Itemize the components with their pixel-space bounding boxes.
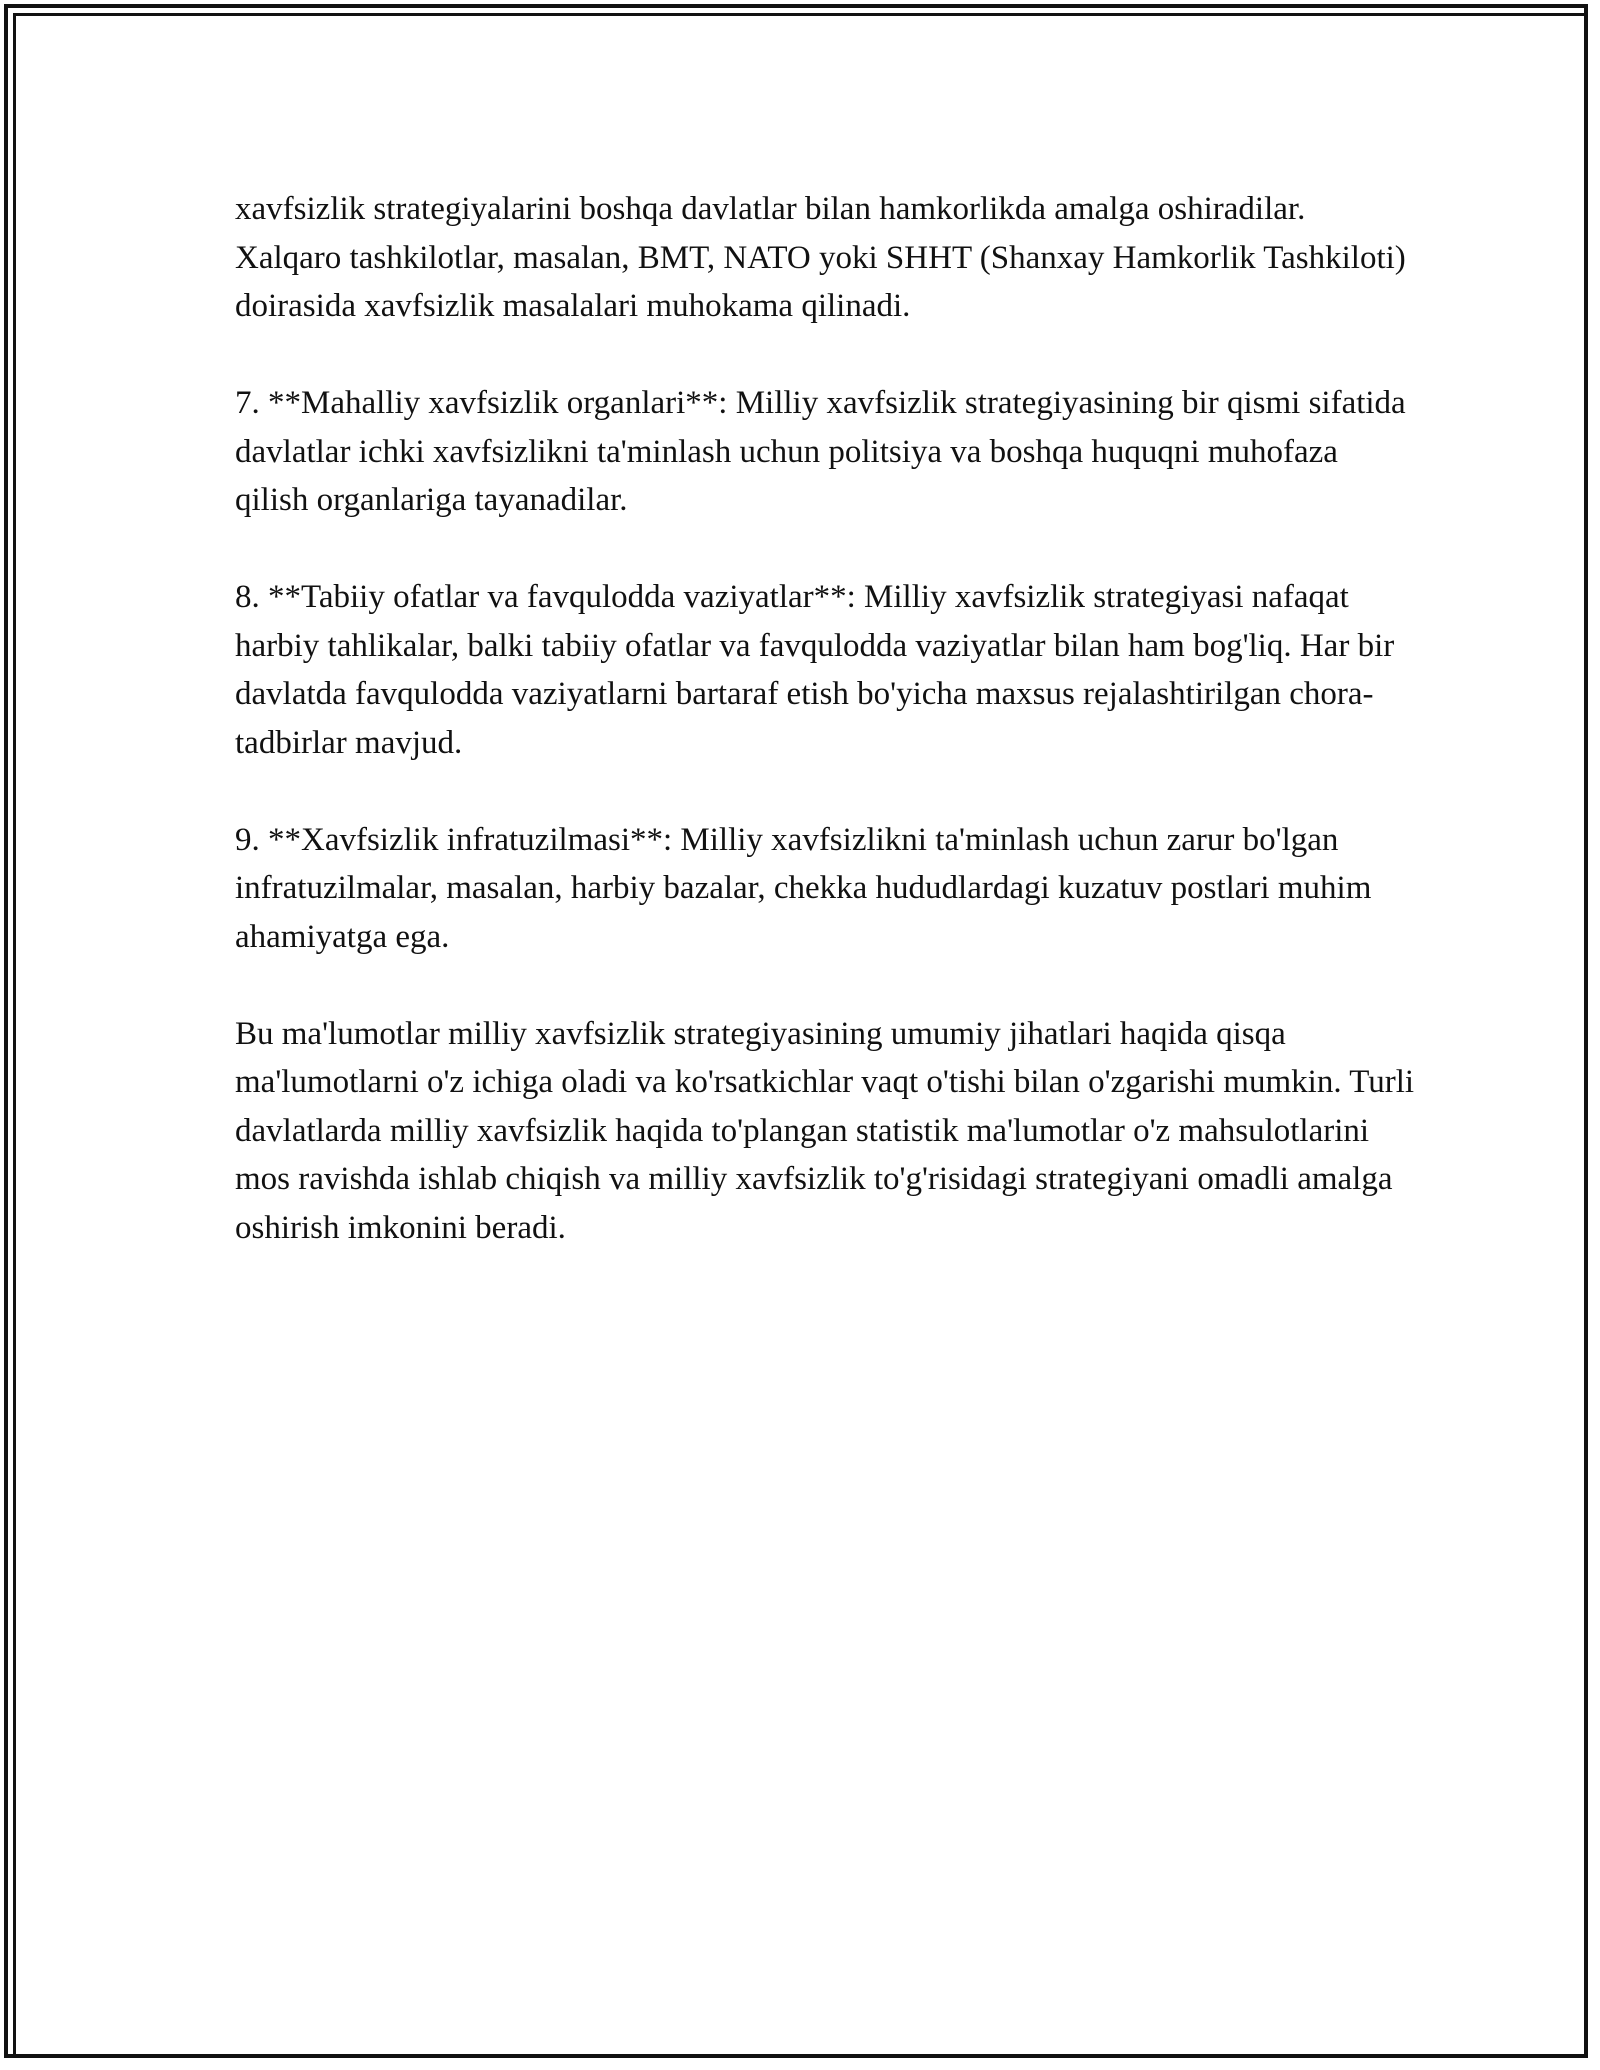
paragraph-item-7: 7. **Mahalliy xavfsizlik organlari**: Milliy xavfsizlik strategiyasining bir qismi sifatida davlatlar ichki xavfsizlikni ta'minlash uchun politsiya va boshqa huquqni muhofaza qilish organlariga tayanadilar. xyxy=(235,385,1406,518)
document-body xyxy=(235,185,1415,1252)
paragraph-continuation: xavfsizlik strategiyalarini boshqa davlatlar bilan hamkorlikda amalga oshiradilar. Xalqaro tashkilotlar, masalan, BMT, NATO yoki SHHT (Shanxay Hamkorlik Tashkiloti) doirasida xavfsizlik masalalari muhokama qilinadi. xyxy=(235,191,1406,324)
paragraph-item-8: 8. **Tabiiy ofatlar va favqulodda vaziyatlar**: Milliy xavfsizlik strategiyasi nafaqat harbiy tahlikalar, balki tabiiy ofatlar va favqulodda vaziyatlar bilan ham bog'liq. Har bir davlatda favqulodda vaziyatlarni bartaraf etish bo'yicha maxsus rejalashtirilgan chora-tadbirlar mavjud. xyxy=(235,579,1395,761)
paragraph-item-9: 9. **Xavfsizlik infratuzilmasi**: Milliy xavfsizlikni ta'minlash uchun zarur bo'lgan infratuzilmalar, masalan, harbiy bazalar, chekka hududlardagi kuzatuv postlari muhim ahamiyatga ega. xyxy=(235,821,1372,955)
paragraph-summary: Bu ma'lumotlar milliy xavfsizlik strategiyasining umumiy jihatlari haqida qisqa ma'lumotlarni o'z ichiga oladi va ko'rsatkichlar vaqt o'tishi bilan o'zgarishi mumkin. Turli davlatlarda milliy xavfsizlik haqida to'plangan statistik ma'lumotlar o'z mahsulotlarini mos ravishda ishlab chiqish va milliy xavfsizlik to'g'risidagi strategiyani omadli amalga oshirish imkonini beradi. xyxy=(235,1015,1415,1246)
